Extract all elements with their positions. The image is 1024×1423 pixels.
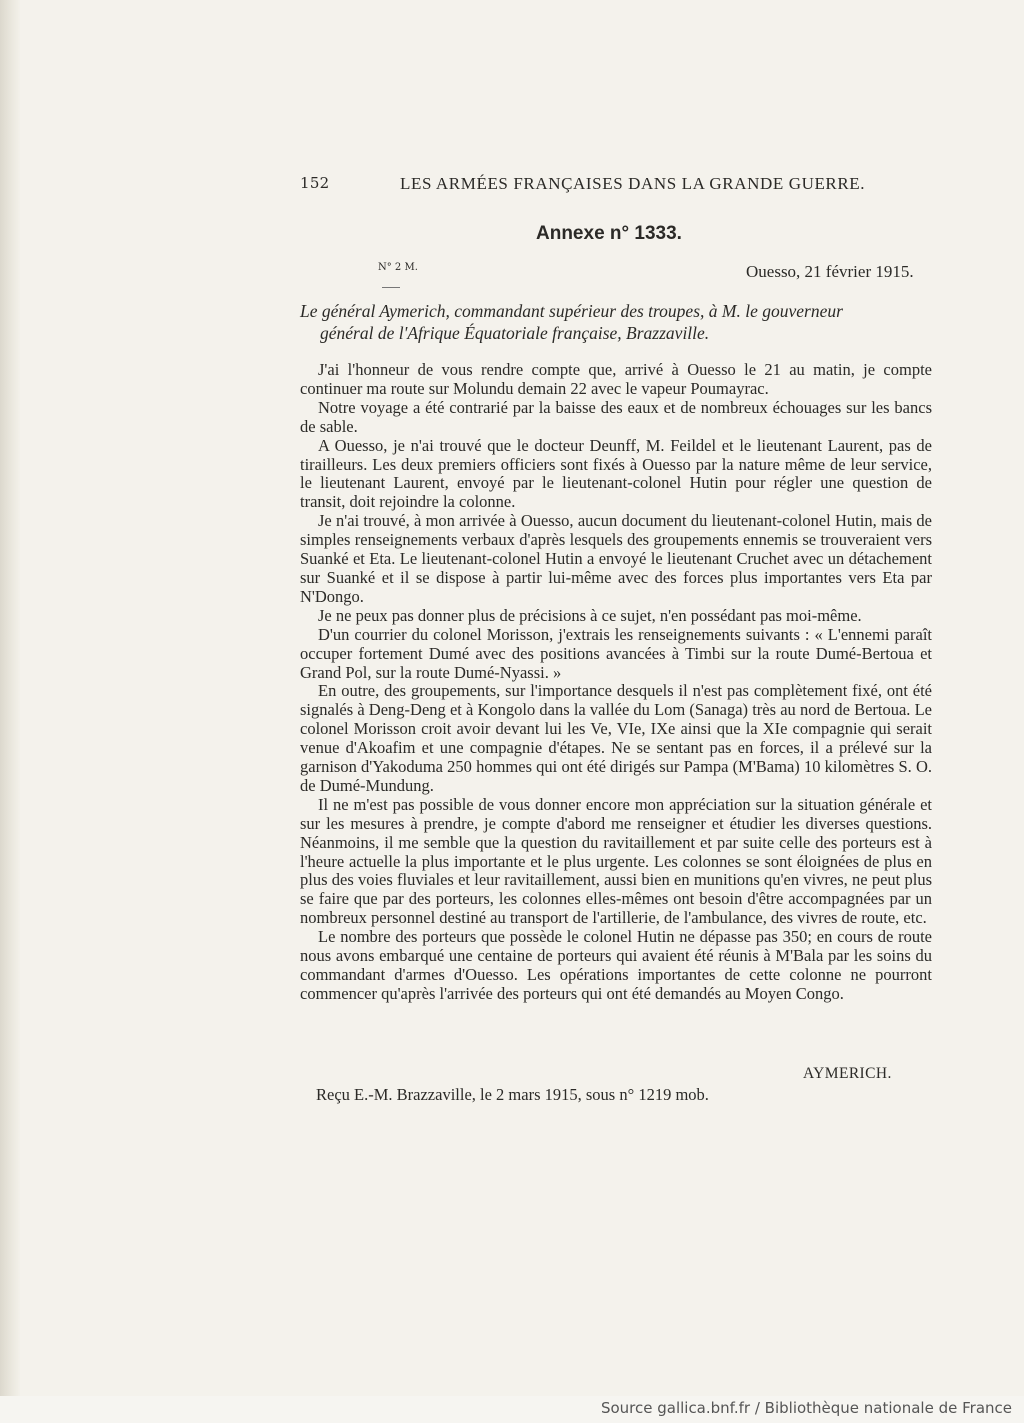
received-note: Reçu E.-M. Brazzaville, le 2 mars 1915, sous n° 1219 mob. [316,1085,709,1104]
signature: AYMERICH. [803,1065,892,1082]
reference-number: N° 2 M. [378,262,418,273]
book-title: LES ARMÉES FRANÇAISES DANS LA GRANDE GUERRE. [400,174,866,193]
paragraph: A Ouesso, je n'ai trouvé que le docteur Deunff, M. Feildel et le lieutenant Laurent, pas de tirailleurs. Les deux premiers officiers sont fixés à Ouesso par la nature même de leur service, le lieutenant Laurent, envoyé par le lieutenant-colonel Hutin pour régler une question de transit, doit rejoindre la colonne. [300,435,932,512]
paragraph: D'un courrier du colonel Morisson, j'extrais les renseignements suivants : « L'ennemi paraît occuper fortement Dumé avec des positions avancées à Timbi sur la route Dumé-Bertoua et Grand Pol, sur la route Dumé-Nyassi. » [300,624,932,682]
page-number: 152 [300,174,330,192]
paragraph: Le nombre des porteurs que possède le colonel Hutin ne dépasse pas 350; en cours de route nous avons embarqué une centaine de porteurs qui avaient été réunis à M'Bala par les soins du commandant d'armes d'Ouesso. Les opérations importantes de cette colonne ne pourront commencer qu'après l'arrivée des porteurs qui ont été demandés au Moyen Congo. [300,927,932,1003]
paragraph: Je n'ai trouvé, à mon arrivée à Ouesso, aucun document du lieutenant-colonel Hutin, mais de simples renseignements verbaux d'après lesquels des groupements ennemis se trouveraient vers Suanké et Eta. Le lieutenant-colonel Hutin a envoyé le lieutenant Cruchet avec un détachement sur Suanké et il se dispose à partir lui-même avec des forces plus importantes vers Eta par N'Dongo. [300,511,932,606]
paragraph: J'ai l'honneur de vous rendre compte que, arrivé à Ouesso le 21 au matin, je compte continuer ma route sur Molundu demain 22 avec le vapeur Poumayrac. [300,360,932,398]
paragraph: Notre voyage a été contrarié par la baisse des eaux et de nombreux échouages sur les bancs de sable. [300,397,932,436]
addressee-block [300,300,934,344]
source-credit: Source gallica.bnf.fr / Bibliothèque nationale de France [600,1399,1012,1417]
paragraph: Je ne peux pas donner plus de précisions à ce sujet, n'en possédant pas moi-même. [318,605,862,625]
reference-underline [382,287,400,288]
addressee-line: Le général Aymerich, commandant supérieur des troupes, à M. le gouverneur [300,301,843,321]
scan-page-edge [0,0,20,1423]
addressee-line: général de l'Afrique Équatoriale française, Brazzaville. [320,323,710,343]
paragraph: En outre, des groupements, sur l'importance desquels il n'est pas complètement fixé, ont été signalés à Deng-Deng et à Kongolo dans la vallée du Lom (Sanaga) très au nord de Bertoua. Le colonel Morisson croit avoir devant lui les Ve, VIe, IXe ainsi que la XIe compagnie qui serait venue d'Akoafim et une compagnie d'étapes. Ne se sentant pas en forces, il a prélevé sur la garnison d'Yakoduma 250 hommes qui ont été dirigés sur Pampa (M'Bama) 10 kilomètres S. O. de Dumé-Mundung. [300,681,932,795]
annex-title: Annexe n° 1333. [536,223,682,244]
place-date: Ouesso, 21 février 1915. [746,262,914,281]
paragraph: Il ne m'est pas possible de vous donner encore mon appréciation sur la situation générale et sur les mesures à prendre, je compte d'abord me renseigner et étudier les diverses questions. Néanmoins, il me semble que la question du ravitaillement et par suite celle des porteurs est à l'heure actuelle la plus importante et le plus urgente. Les colonnes se sont éloignées de plus en plus des voies fluviales et leur ravitaillement, aussi bien en munitions qu'en vivres, ne peut plus se faire que par des porteurs, les colonnes elles-mêmes ont besoin d'être accompagnées par un nombreux personnel destiné au transport de l'artillerie, de l'ambulance, des vivres de route, etc. [300,794,932,928]
letter-body [300,361,932,1004]
